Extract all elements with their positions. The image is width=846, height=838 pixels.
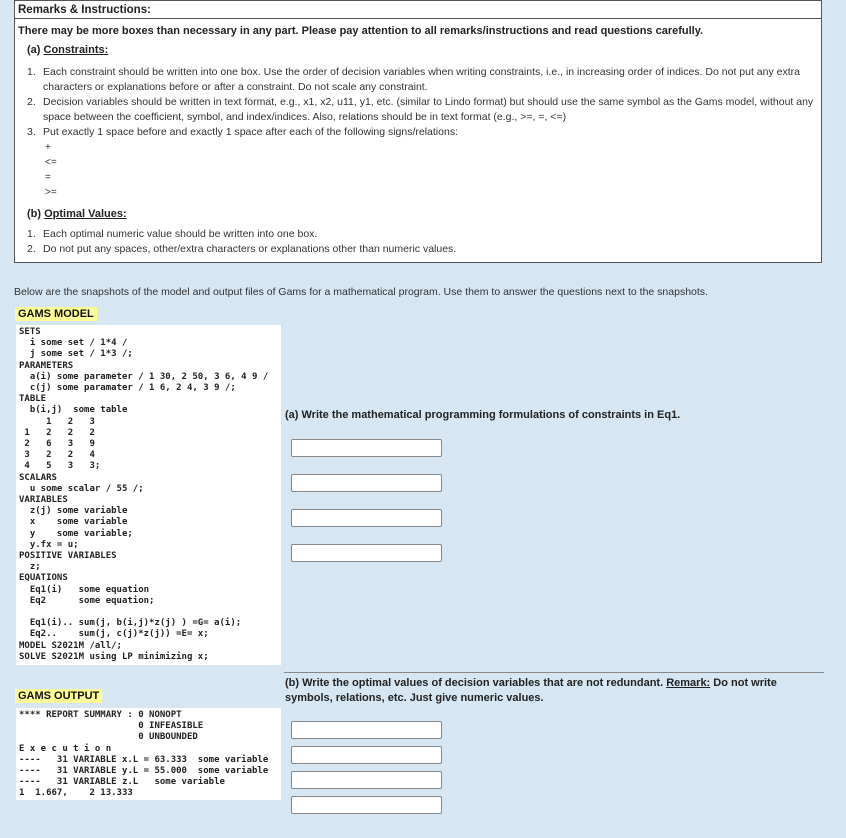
gams-model-code: SETS i some set / 1*4 / j some set / 1*3 /; PARAMETERS a(i) some parameter / 1 30, 2 50, 3 6, 4 9 / c(j) some paramater / 1 6, 2 4, 3 9 /; TABLE b(i,j) some table 1 2 3 1 2 2 2 2 6 3 9 3 2 2 4 4 5 3 3; SCALARS u some scalar / 55 /; VARIABLES z(j) some variable x some variable y some variable; y.fx = u; POSITIVE VARIABLES z; EQUATIONS Eq1(i) some equation Eq2 some equation; Eq1(i).. sum(j, b(i,j)*z(j) ) =G= a(i); Eq2.. sum(j, c(j)*z(j)) =E= x; MODEL S2021M /all/; SOLVE S2021M using LP minimizing x; xyxy=(16,325,281,665)
question-b-main: (b) Write the optimal values of decision variables that are not redundant. xyxy=(285,677,667,689)
sign-list xyxy=(45,140,57,200)
answer-b-1-input[interactable] xyxy=(291,721,442,739)
answer-a-1-input[interactable] xyxy=(291,439,442,457)
section-a-prefix: (a) xyxy=(27,44,44,56)
section-b-heading xyxy=(27,208,127,220)
sign-equal: = xyxy=(45,172,51,183)
section-divider xyxy=(284,672,824,673)
answer-a-4-input[interactable] xyxy=(291,544,442,562)
question-b-remark-label: Remark: xyxy=(666,677,711,689)
gams-model-label: GAMS MODEL xyxy=(15,307,97,321)
remarks-title: Remarks & Instructions: xyxy=(18,4,151,16)
section-a-title: Constraints: xyxy=(43,44,109,56)
sign-less-equal: <= xyxy=(45,157,57,168)
question-a-text: (a) Write the mathematical programming formulations of constraints in Eq1. xyxy=(285,409,681,421)
section-a-heading xyxy=(27,44,108,56)
answer-b-3-input[interactable] xyxy=(291,771,442,789)
sign-plus: + xyxy=(45,142,51,153)
section-b-prefix: (b) xyxy=(27,208,45,220)
list-item: 2. Decision variables should be written in text format, e.g., x1, x2, u11, y1, etc. (similar to Lindo format) but should use the same symbol as the Gams model, without any space between the coefficient, symbol, and index/indices. Also, relations should be in text format (e.g., >=, =, <=) xyxy=(27,96,814,123)
list-item: 3. Put exactly 1 space before and exactly 1 space after each of the following signs/relations: xyxy=(27,126,458,138)
section-a-list xyxy=(27,65,821,140)
gams-output-label: GAMS OUTPUT xyxy=(15,689,102,703)
answer-a-2-input[interactable] xyxy=(291,474,442,492)
remarks-title-divider xyxy=(15,18,821,19)
question-b-rest: Do not write symbols, relations, etc. Just give numeric values. xyxy=(285,677,777,704)
list-item: 2. Do not put any spaces, other/extra characters or explanations other than numeric values. xyxy=(27,243,457,255)
sign-greater-equal: >= xyxy=(45,187,57,198)
list-item: 1. Each constraint should be written into one box. Use the order of decision variables when writing constraints, i.e., in increasing order of indices. Do not put any extra characters or explanations before or after a constraint. Do not scale any constraint. xyxy=(27,66,800,93)
section-b-list xyxy=(27,227,821,257)
intro-text: Below are the snapshots of the model and output files of Gams for a mathematical program. Use them to answer the questions next to the snapshots. xyxy=(14,286,708,298)
section-b-title: Optimal Values: xyxy=(44,208,127,220)
question-b-text xyxy=(285,676,820,706)
remarks-panel xyxy=(14,0,822,263)
list-item: 1. Each optimal numeric value should be written into one box. xyxy=(27,228,318,240)
answer-b-4-input[interactable] xyxy=(291,796,442,814)
gams-output-code: **** REPORT SUMMARY : 0 NONOPT 0 INFEASIBLE 0 UNBOUNDED E x e c u t i o n ---- 31 VARIABLE x.L = 63.333 some variable ---- 31 VARIABLE y.L = 55.000 some variable ---- 31 VARIABLE z.L some variable 1 1.667, 2 13.333 xyxy=(16,708,281,800)
answer-b-2-input[interactable] xyxy=(291,746,442,764)
remarks-notice: There may be more boxes than necessary in any part. Please pay attention to all remarks/instructions and read questions carefully. xyxy=(18,25,704,37)
answer-a-3-input[interactable] xyxy=(291,509,442,527)
